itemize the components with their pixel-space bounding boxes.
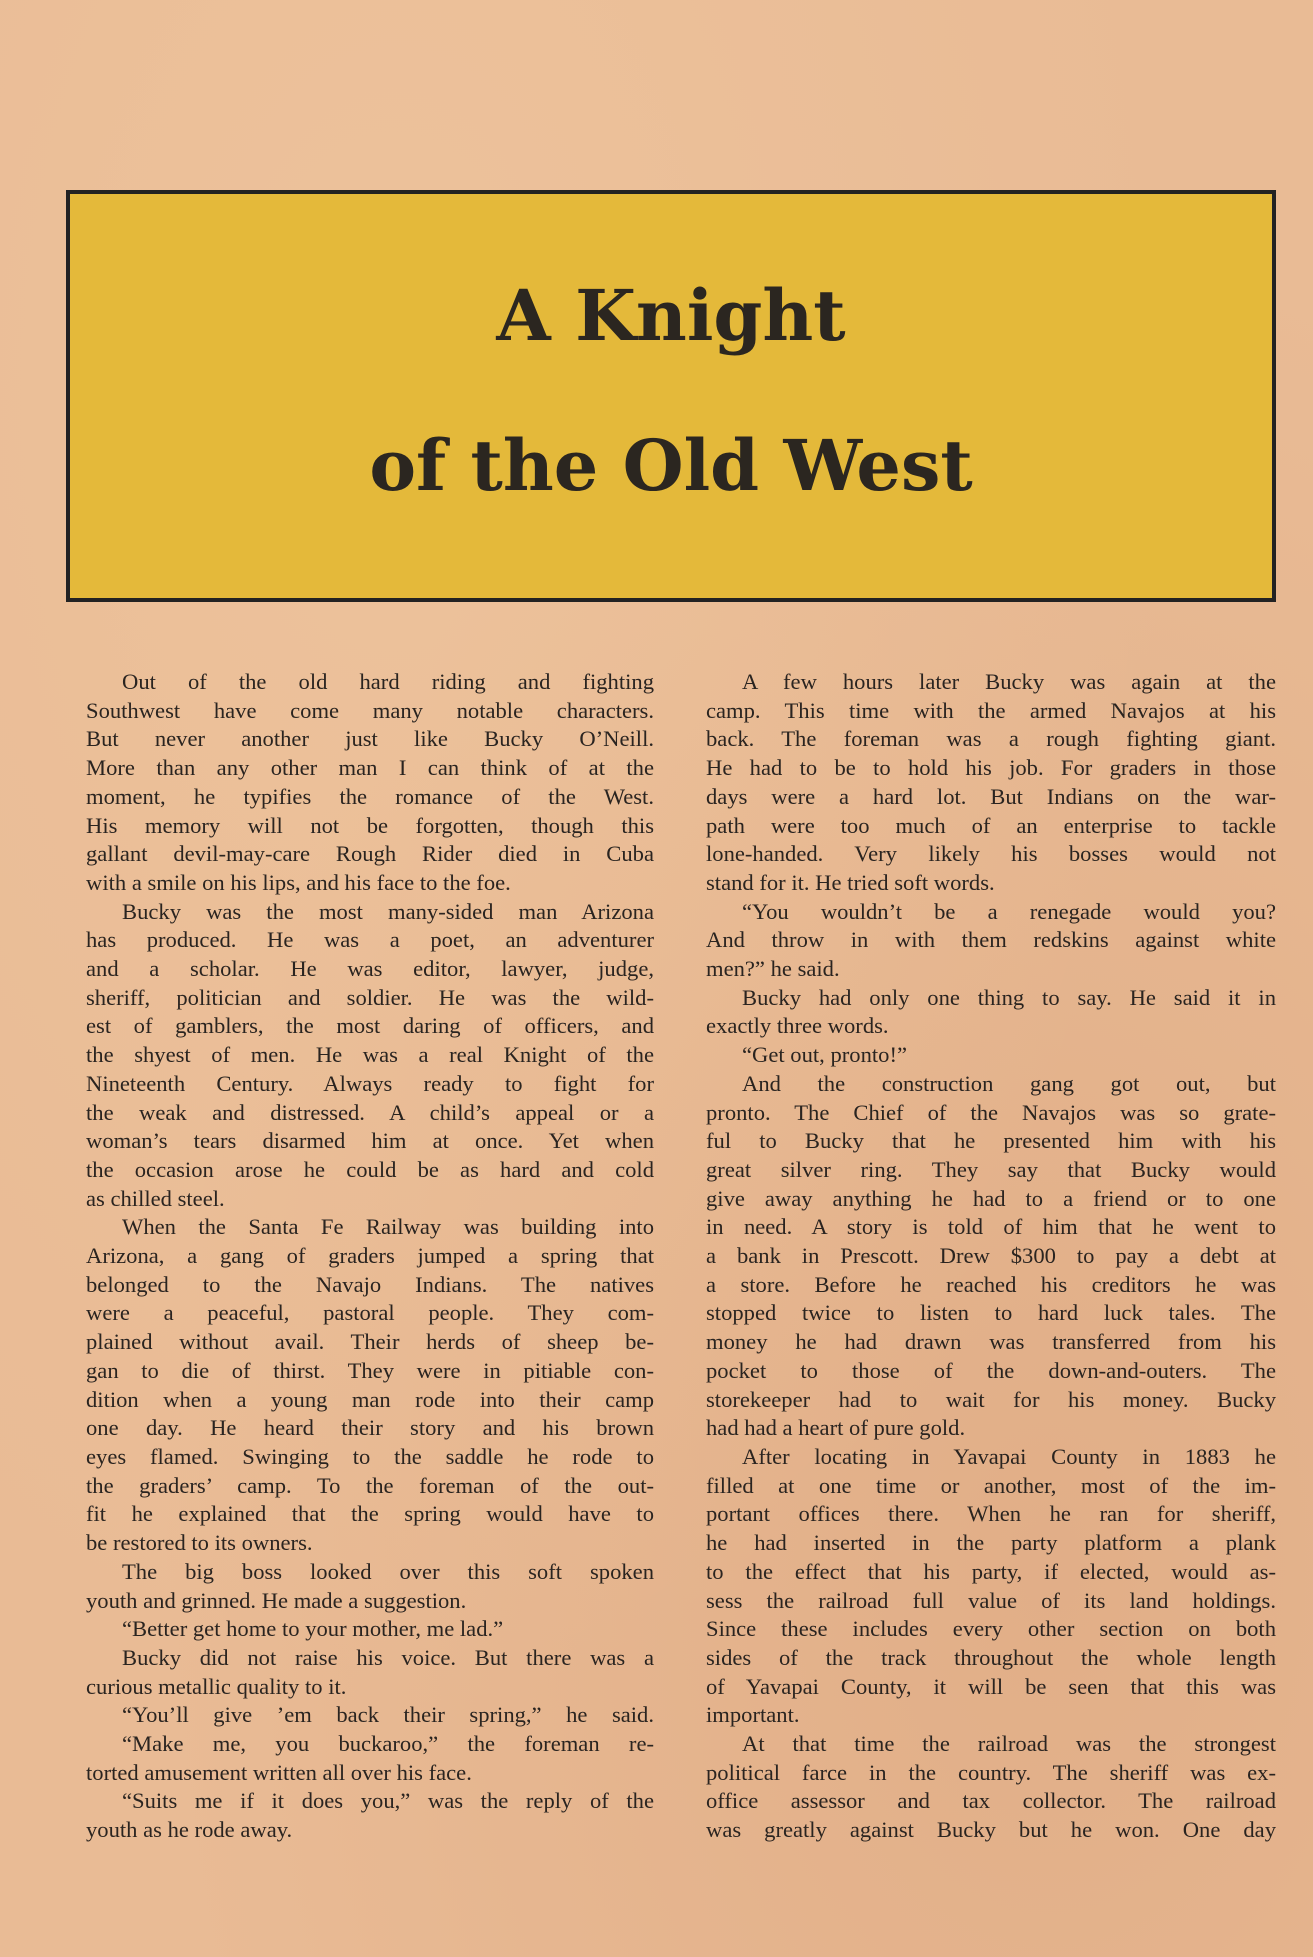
text-line: The big boss looked over this soft spoken — [122, 1558, 654, 1584]
text-line: More than any other man I can think of at the — [86, 755, 654, 781]
text-line: important. — [706, 1702, 800, 1728]
text-line: Nineteenth Century. Always ready to fight for — [86, 1070, 654, 1096]
text-line: At that time the railroad was the strongest — [742, 1731, 1276, 1757]
text-line: And throw in with them redskins against white — [706, 927, 1276, 953]
text-line: great silver ring. They say that Bucky would — [706, 1156, 1276, 1182]
right-column — [706, 668, 1276, 1845]
text-line: give away anything he had to a friend or to one — [706, 1185, 1276, 1211]
text-line: belonged to the Navajo Indians. The natives — [86, 1271, 654, 1297]
text-line: be restored to its owners. — [86, 1530, 313, 1556]
text-line: camp. This time with the armed Navajos at his — [706, 697, 1276, 723]
text-line: gallant devil-may-care Rough Rider died in Cuba — [86, 841, 654, 867]
left-column — [86, 668, 654, 1845]
text-line: exactly three words. — [706, 1013, 889, 1039]
text-line: “Suits me if it does you,” was the reply of the — [122, 1788, 654, 1814]
text-line: storekeeper had to wait for his money. Bucky — [706, 1386, 1276, 1412]
text-line: pocket to those of the down-and-outers. The — [706, 1357, 1276, 1383]
text-line: with a smile on his lips, and his face to the foe. — [86, 869, 511, 895]
text-line: the graders’ camp. To the foreman of the out- — [86, 1472, 654, 1498]
text-line: back. The foreman was a rough fighting giant. — [706, 726, 1276, 752]
text-line: Bucky was the most many-sided man Arizona — [122, 898, 654, 924]
text-line: dition when a young man rode into their camp — [86, 1386, 654, 1412]
text-line: youth and grinned. He made a suggestion. — [86, 1587, 467, 1613]
text-line: were a peaceful, pastoral people. They com- — [86, 1300, 654, 1326]
text-line: “Better get home to your mother, me lad.” — [122, 1616, 504, 1642]
title-line-2: of the Old West — [369, 424, 973, 507]
text-line: Bucky had only one thing to say. He said it in — [742, 984, 1276, 1010]
text-line: stopped twice to listen to hard luck tales. The — [706, 1300, 1276, 1326]
text-line: gan to die of thirst. They were in pitiable con- — [86, 1357, 654, 1383]
text-line: has produced. He was a poet, an adventurer — [86, 927, 654, 953]
text-line: “You wouldn’t be a renegade would you? — [742, 898, 1276, 924]
text-line: sheriff, politician and soldier. He was the wild- — [86, 984, 654, 1010]
text-line: youth as he rode away. — [86, 1817, 293, 1843]
text-line: “You’ll give ’em back their spring,” he said. — [122, 1702, 654, 1728]
text-line: and a scholar. He was editor, lawyer, judge, — [86, 956, 654, 982]
text-line: torted amusement written all over his face. — [86, 1759, 472, 1785]
text-line: he had inserted in the party platform a plank — [706, 1530, 1276, 1556]
text-line: “Make me, you buckaroo,” the foreman re- — [122, 1731, 654, 1757]
text-line: money he had drawn was transferred from his — [706, 1329, 1276, 1355]
text-line: curious metallic quality to it. — [86, 1673, 347, 1699]
text-line: A few hours later Bucky was again at the — [742, 669, 1276, 694]
text-line: filled at one time or another, most of the im- — [706, 1472, 1276, 1498]
text-line: stand for it. He tried soft words. — [706, 869, 995, 895]
text-line: But never another just like Bucky O’Neill. — [86, 726, 654, 752]
text-line: to the effect that his party, if elected, would as- — [706, 1558, 1276, 1584]
text-line: sides of the track throughout the whole length — [706, 1644, 1276, 1670]
text-line: Bucky did not raise his voice. But there was a — [122, 1644, 654, 1670]
text-line: political farce in the country. The sheriff was ex- — [706, 1759, 1276, 1785]
text-line: When the Santa Fe Railway was building into — [122, 1214, 654, 1240]
text-line: Southwest have come many notable characters. — [86, 697, 654, 723]
text-line: in need. A story is told of him that he went to — [706, 1214, 1276, 1240]
text-line: was greatly against Bucky but he won. One day — [706, 1817, 1276, 1843]
text-line: had had a heart of pure gold. — [706, 1415, 966, 1441]
text-line: pronto. The Chief of the Navajos was so grate- — [706, 1099, 1276, 1125]
text-line: He had to be to hold his job. For graders in those — [706, 755, 1276, 781]
text-line: Since these includes every other section on both — [706, 1616, 1276, 1642]
text-line: a bank in Prescott. Drew $300 to pay a debt at — [706, 1243, 1276, 1269]
text-line: fit he explained that the spring would have to — [86, 1501, 654, 1527]
text-line: plained without avail. Their herds of sheep be- — [86, 1329, 654, 1355]
text-line: sess the railroad full value of its land holdings. — [706, 1587, 1276, 1613]
text-line: And the construction gang got out, but — [742, 1070, 1276, 1096]
text-line: ful to Bucky that he presented him with his — [706, 1128, 1276, 1154]
text-line: the weak and distressed. A child’s appeal or a — [86, 1099, 654, 1125]
text-line: Out of the old hard riding and fighting — [122, 669, 654, 694]
text-line: the shyest of men. He was a real Knight of the — [86, 1042, 654, 1068]
text-line: portant offices there. When he ran for sheriff, — [706, 1501, 1276, 1527]
text-line: path were too much of an enterprise to tackle — [706, 812, 1276, 838]
text-line: one day. He heard their story and his brown — [86, 1415, 654, 1441]
title-banner — [66, 190, 1276, 602]
text-line: moment, he typifies the romance of the West. — [86, 783, 654, 809]
text-line: eyes flamed. Swinging to the saddle he rode to — [86, 1443, 654, 1469]
text-line: of Yavapai County, it will be seen that this was — [706, 1673, 1276, 1699]
text-line: days were a hard lot. But Indians on the war- — [706, 783, 1276, 809]
text-line: “Get out, pronto!” — [742, 1042, 908, 1068]
text-line: a store. Before he reached his creditors he was — [706, 1271, 1276, 1297]
text-line: men?” he said. — [706, 956, 840, 982]
text-line: woman’s tears disarmed him at once. Yet when — [86, 1128, 654, 1154]
text-line: est of gamblers, the most daring of officers, and — [86, 1013, 654, 1039]
text-line: as chilled steel. — [86, 1185, 225, 1211]
text-line: office assessor and tax collector. The railroad — [706, 1788, 1276, 1814]
text-line: the occasion arose he could be as hard and cold — [86, 1156, 654, 1182]
text-line: Arizona, a gang of graders jumped a spring that — [86, 1243, 654, 1269]
text-line: After locating in Yavapai County in 1883 he — [742, 1443, 1276, 1469]
text-line: lone-handed. Very likely his bosses would not — [706, 841, 1276, 867]
text-line: His memory will not be forgotten, though this — [86, 812, 654, 838]
title-line-1: A Knight — [496, 274, 846, 357]
